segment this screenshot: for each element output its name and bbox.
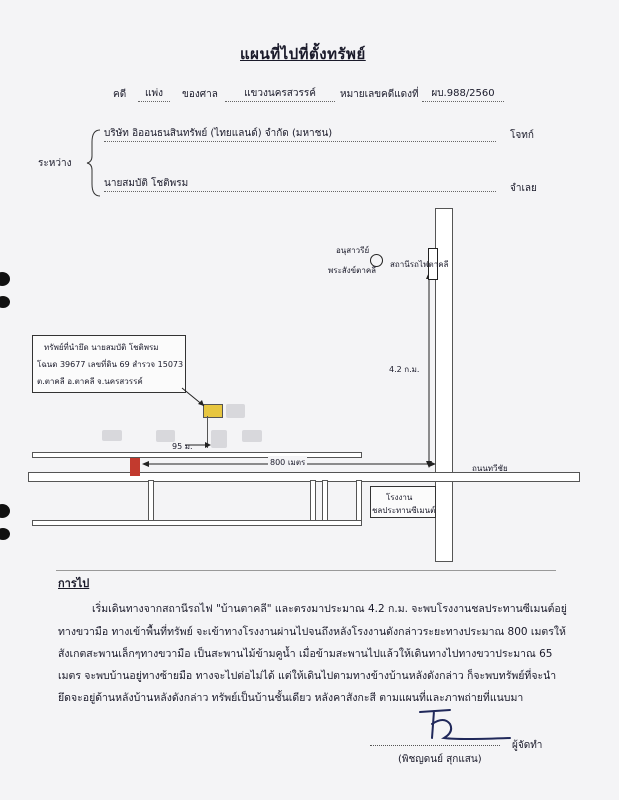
road-name: ถนนทวีชัย (472, 464, 508, 473)
plaintiff-role: โจทก์ (510, 130, 534, 141)
distance-95m: 95 ม. (172, 442, 193, 451)
station-name: สถานีรถไฟตาคลี (390, 260, 449, 269)
monument-label-2: พระสังข์ตาคลี (328, 266, 377, 275)
binder-hole (0, 528, 10, 540)
factory-line2: ชลประทานซีเมนต์ (372, 506, 436, 515)
binder-hole (0, 504, 10, 518)
side-lane (310, 480, 316, 522)
case-number: ผบ.988/2560 (422, 86, 504, 102)
between-label: ระหว่าง (38, 158, 72, 169)
directions-line: สังเกตสะพานเล็กๆทางขวามือ เป็นสะพานไม้ข้ามคูน้ำ เมื่อข้ามสะพานไปแล้วให้เดินทางไปทางขวาประมาณ 65 (58, 648, 553, 660)
side-lane (148, 480, 154, 522)
defendant-role: จำเลย (510, 183, 537, 194)
directions-heading: การไป (58, 577, 90, 590)
binder-hole (0, 296, 10, 308)
directions-line: ทางขวามือ ทางเข้าพื้นที่ทรัพย์ จะเข้าทางโรงงานผ่านไปจนถึงหลังโรงงานดังกล่าวระยะทางประมาณ 800 เมตรให้ (58, 626, 566, 638)
directions-line: เริ่มเดินทางจากสถานีรถไฟ "บ้านตาคลี" และตรงมาประมาณ 4.2 ก.ม. จะพบโรงงานชลประทานซีเมนต์อยู่ (92, 603, 567, 615)
signature-mark (410, 700, 520, 750)
signature-line (370, 745, 500, 746)
court-name: แขวงนครสวรรค์ (225, 86, 335, 102)
defendant-name: นายสมบัติ โชติพรม (104, 176, 496, 192)
side-lane (322, 480, 328, 522)
bridge-marker (130, 458, 140, 476)
signature-name: (พิชญดนย์ สุกแสน) (398, 754, 482, 765)
binder-hole (0, 272, 10, 286)
monument-label-1: อนุสาวรีย์ (336, 246, 370, 255)
plaintiff-name: บริษัท อิออนธนสินทรัพย์ (ไทยแลนด์) จำกัด (มหาชน) (104, 126, 496, 142)
upper-lane (32, 452, 362, 458)
signature-role: ผู้จัดทำ (512, 740, 543, 751)
page-title: แผนที่ไปที่ตั้งทรัพย์ (240, 45, 366, 63)
distance-800m: 800 เมตร (270, 458, 306, 467)
party-brace (86, 128, 102, 198)
case-type: แพ่ง (138, 86, 170, 102)
house-block (226, 404, 245, 418)
property-pointer (180, 386, 210, 410)
distance-4-2km: 4.2 ก.ม. (389, 365, 420, 374)
court-label: ของศาล (182, 89, 218, 100)
property-line2: โฉนด 39677 เลขที่ดิน 69 สำรวจ 15073 (37, 360, 184, 369)
case-number-label: หมายเลขคดีแดงที่ (340, 89, 419, 100)
house-block (242, 430, 262, 442)
directions-line: เมตร จะพบบ้านอยู่ทางซ้ายมือ ทางจะไปต่อไม่ได้ แต่ให้เดินไปตามทางข้างบ้านหลังดังกล่าว ก็จะพบทรัพย์ที่จะนำ (58, 670, 557, 682)
house-block (102, 430, 122, 441)
case-prefix: คดี (113, 89, 127, 100)
directions-line: ยึดจะอยู่ด้านหลังบ้านหลังดังกล่าว ทรัพย์เป็นบ้านชั้นเดียว หลังคาสังกะสี ตามแผนที่และภาพถ่ายที่แนบมา (58, 692, 524, 704)
property-line3: ต.ตาคลี อ.ตาคลี จ.นครสวรรค์ (37, 377, 143, 386)
arrow-4-2km (424, 270, 434, 470)
factory-line1: โรงงาน (386, 493, 413, 502)
lower-lane (32, 520, 362, 526)
property-line1: ทรัพย์ที่นำยึด นายสมบัติ โชติพรม (44, 343, 159, 352)
